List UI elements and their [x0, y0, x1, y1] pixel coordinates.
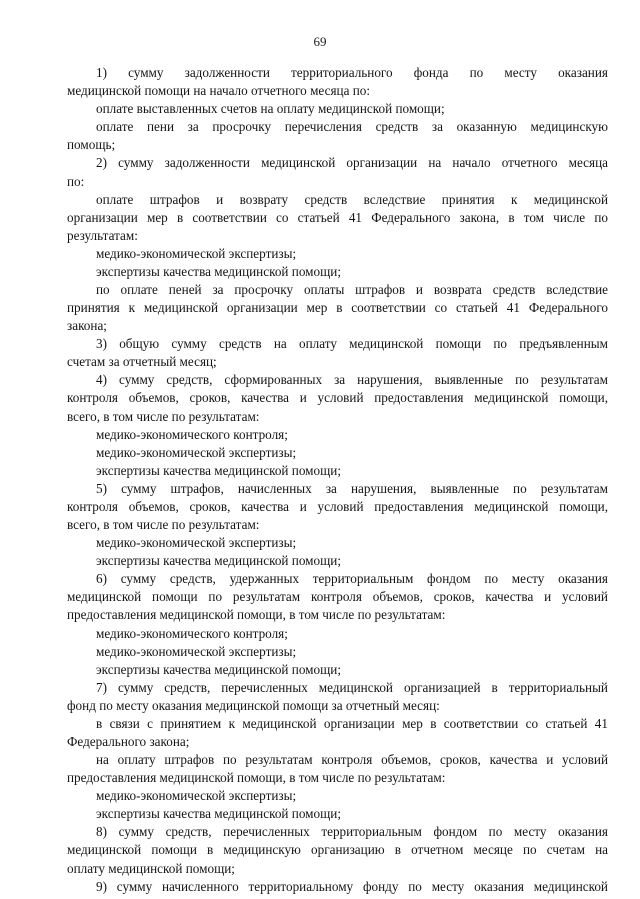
text-line: медико-экономической экспертизы;: [96, 245, 297, 261]
text-line: 5) сумму штрафов, начисленных за нарушения, выявленные по результатам: [96, 480, 608, 496]
text-line: в связи с принятием к медицинской организации мер в соответствии со статьей 41: [96, 715, 608, 731]
text-line: медико-экономической экспертизы;: [96, 444, 297, 460]
text-line: помощь;: [67, 137, 116, 153]
text-line: счетам за отчетный месяц;: [67, 354, 217, 370]
text-line: всего, в том числе по результатам:: [67, 408, 260, 424]
text-line: предоставления медицинской помощи, в том числе по результатам:: [67, 607, 446, 623]
text-line: экспертизы качества медицинской помощи;: [96, 263, 341, 279]
text-line: медицинской помощи на начало отчетного месяца по:: [67, 83, 371, 99]
text-line: по:: [67, 173, 85, 189]
text-line: медико-экономической экспертизы;: [96, 535, 297, 551]
text-line: медико-экономического контроля;: [96, 625, 288, 641]
text-line: экспертизы качества медицинской помощи;: [96, 553, 341, 569]
text-line: экспертизы качества медицинской помощи;: [96, 806, 341, 822]
text-line: Федерального закона;: [67, 734, 190, 749]
text-line: экспертизы качества медицинской помощи;: [96, 661, 341, 677]
text-line: контроля объемов, сроков, качества и условий предоставления медицинской помощи,: [67, 498, 608, 514]
text-line: 7) сумму средств, перечисленных медицинской организацией в территориальный: [96, 679, 608, 695]
text-line: медико-экономической экспертизы;: [96, 643, 297, 659]
text-line: закона;: [67, 318, 107, 334]
text-line: 1) сумму задолженности территориального фонда по месту оказания: [96, 65, 608, 80]
text-line: медицинской помощи по результатам контроля объемов, сроков, качества и условий: [67, 589, 608, 605]
text-line: 2) сумму задолженности медицинской организации на начало отчетного месяца: [96, 155, 608, 171]
text-line: экспертизы качества медицинской помощи;: [96, 462, 341, 478]
text-line: 6) сумму средств, удержанных территориальным фондом по месту оказания: [96, 571, 608, 587]
text-line: оплату медицинской помощи;: [67, 860, 235, 876]
text-line: оплате пени за просрочку перечисления средств за оказанную медицинскую: [96, 119, 608, 135]
text-line: предоставления медицинской помощи, в том числе по результатам:: [67, 770, 446, 786]
text-line: фонд по месту оказания медицинской помощи за отчетный месяц:: [67, 697, 440, 713]
text-line: медико-экономического контроля;: [96, 426, 288, 442]
text-line: организации мер в соответствии со статьей 41 Федерального закона, в том числе по: [67, 209, 608, 225]
text-line: контроля объемов, сроков, качества и условий предоставления медицинской помощи,: [67, 390, 608, 406]
text-line: 8) сумму средств, перечисленных территориальным фондом по месту оказания: [96, 824, 608, 840]
text-line: 3) общую сумму средств на оплату медицинской помощи по предъявленным: [96, 336, 608, 352]
text-line: принятия к медицинской организации мер в соответствии со статьей 41 Федерального: [67, 300, 608, 315]
text-line: медицинской помощи в медицинскую организацию в отчетном месяце по счетам на: [67, 842, 608, 858]
text-line: оплате штрафов и возврату средств вследствие принятия к медицинской: [96, 191, 608, 207]
text-line: 4) сумму средств, сформированных за нарушения, выявленные по результатам: [96, 372, 608, 388]
text-line: результатам:: [67, 227, 138, 243]
text-line: на оплату штрафов по результатам контроля объемов, сроков, качества и условий: [96, 752, 608, 767]
text-line: медико-экономической экспертизы;: [96, 788, 297, 804]
page-number: 69: [313, 34, 327, 49]
text-line: 9) сумму начисленного территориальному фонду по месту оказания медицинской: [96, 878, 608, 894]
text-line: оплате выставленных счетов на оплату медицинской помощи;: [96, 101, 445, 117]
text-line: по оплате пеней за просрочку оплаты штрафов и возврата средств вследствие: [96, 282, 608, 297]
text-line: всего, в том числе по результатам:: [67, 517, 260, 532]
